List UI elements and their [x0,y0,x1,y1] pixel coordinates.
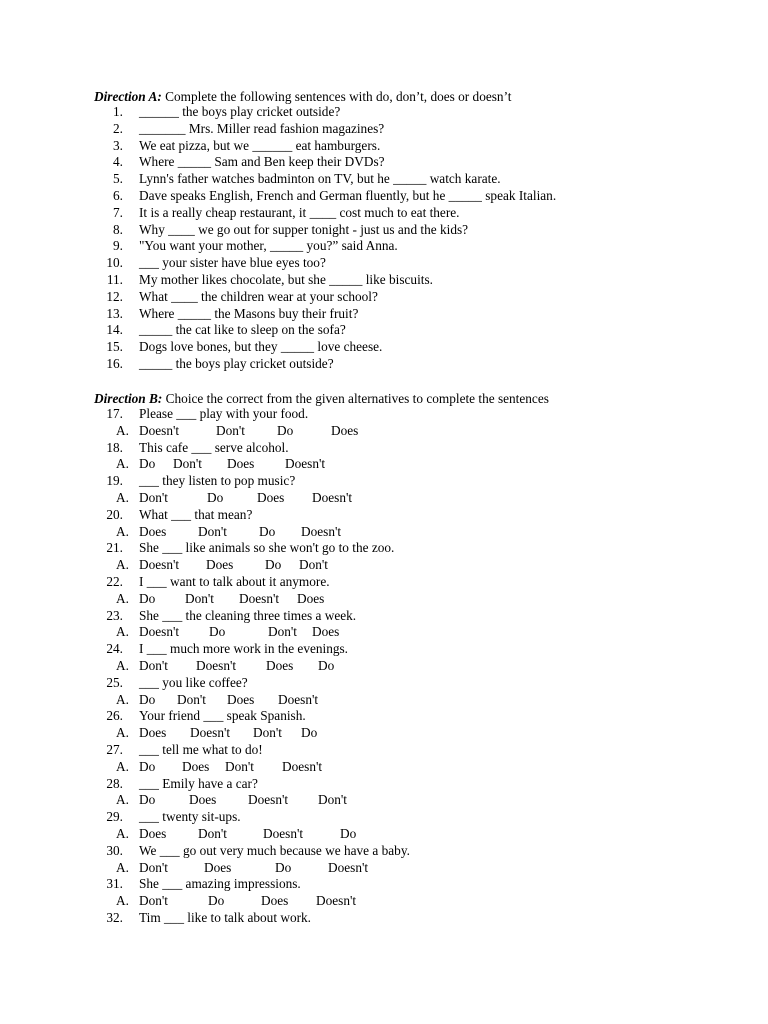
question-number: 30. [106,842,123,858]
question-number: 5. [113,171,123,187]
answer-option[interactable]: Do [277,422,294,438]
question-text: ___ twenty sit-ups. [139,809,241,825]
question-number: 7. [113,204,123,220]
question-text: I ___ much more work in the evenings. [139,641,349,657]
answer-option[interactable]: Doesn't [285,456,326,472]
question-number: 26. [106,708,123,724]
question-number: 2. [113,120,123,136]
answer-option[interactable]: Does [206,557,234,573]
question-text: ______ the boys play cricket outside? [139,104,341,119]
question-number: 24. [106,641,123,657]
answer-option[interactable]: Do [275,859,292,875]
answer-option[interactable]: Do [139,691,156,707]
option-letter: A. [116,893,129,909]
question-text: What ____ the children wear at your school? [139,288,378,304]
answer-option[interactable]: Do [259,523,276,539]
question-number: 27. [106,741,123,757]
answer-option[interactable]: Do [139,456,156,472]
question-text: She ___ the cleaning three times a week. [139,607,357,623]
question-text: "You want your mother, _____ you?” said Anna. [139,238,398,254]
question-number: 3. [113,137,123,153]
question-text: Please ___ play with your food. [139,406,309,421]
answer-option[interactable]: Does [227,691,255,707]
question-text: What ___ that mean? [139,506,253,522]
answer-option[interactable]: Don't [299,557,328,573]
answer-option[interactable]: Does [204,859,232,875]
answer-option[interactable]: Do [318,657,335,673]
question-text: ___ Emily have a car? [139,775,258,791]
question-number: 15. [106,339,123,355]
answer-option[interactable]: Don't [185,590,214,606]
question-number: 6. [113,187,123,203]
direction-b-label: Direction B: [94,391,163,406]
answer-option[interactable]: Don't [225,758,254,774]
answer-option[interactable]: Do [208,893,225,909]
answer-option[interactable]: Does [261,893,289,909]
answer-option[interactable]: Doesn't [263,825,304,841]
answer-option[interactable]: Don't [216,422,245,438]
answer-option[interactable]: Does [182,758,210,774]
option-letter: A. [116,691,129,707]
question-text: She ___ amazing impressions. [139,876,301,892]
option-letter: A. [116,657,129,673]
answer-option[interactable]: Does [139,523,167,539]
question-number: 19. [106,473,123,489]
answer-option[interactable]: Does [297,590,325,606]
question-number: 12. [106,288,123,304]
answer-option[interactable]: Does [331,422,359,438]
question-number: 23. [106,607,123,623]
question-number: 22. [106,573,123,589]
answer-option[interactable]: Don't [173,456,202,472]
question-number: 16. [106,355,123,371]
answer-option[interactable]: Don't [198,523,227,539]
question-text: Lynn's father watches badminton on TV, but he _____ watch karate. [139,171,501,187]
option-letter: A. [116,489,129,505]
answer-option[interactable]: Doesn't [139,422,180,438]
question-number: 21. [106,540,123,556]
answer-option[interactable]: Doesn't [282,758,323,774]
direction-a-instruction: Complete the following sentences with do, don’t, does or doesn’t [161,89,512,104]
answer-option[interactable]: Don't [268,624,297,640]
question-text: Tim ___ like to talk about work. [139,909,311,925]
question-number: 28. [106,775,123,791]
question-text: _______ Mrs. Miller read fashion magazines? [139,120,385,136]
answer-option[interactable]: Does [257,489,285,505]
question-number: 17. [106,406,123,421]
question-text: Where _____ the Masons buy their fruit? [139,305,359,321]
question-number: 25. [106,674,123,690]
answer-option[interactable]: Do [301,725,318,741]
question-number: 14. [106,322,123,338]
question-number: 13. [106,305,123,321]
direction-a-label: Direction A: [94,89,162,104]
answer-option[interactable]: Don't [177,691,206,707]
question-text: Your friend ___ speak Spanish. [139,708,306,724]
question-number: 18. [106,439,123,455]
answer-option[interactable]: Don't [139,489,168,505]
answer-option[interactable]: Don't [198,825,227,841]
question-text: Why ____ we go out for supper tonight - just us and the kids? [139,221,469,237]
question-text: We eat pizza, but we ______ eat hamburgers. [139,137,381,153]
question-text: _____ the boys play cricket outside? [139,355,334,371]
answer-option[interactable]: Doesn't [278,691,319,707]
direction-b-heading [94,390,549,407]
question-text: ___ they listen to pop music? [139,473,296,489]
option-letter: A. [116,825,129,841]
option-letter: A. [116,758,129,774]
question-text: _____ the cat like to sleep on the sofa? [139,322,346,338]
question-number: 1. [113,104,123,119]
question-number: 20. [106,506,123,522]
answer-option[interactable]: Doesn't [316,893,357,909]
question-text: She ___ like animals so she won't go to the zoo. [139,540,395,556]
question-text: ___ your sister have blue eyes too? [139,255,326,271]
answer-option[interactable]: Do [265,557,282,573]
answer-option[interactable]: Doesn't [248,792,289,808]
answer-option[interactable]: Doesn't [139,624,180,640]
question-number: 10. [106,255,123,271]
question-text: Where _____ Sam and Ben keep their DVDs? [139,154,385,170]
question-text: We ___ go out very much because we have a baby. [139,842,410,858]
answer-option[interactable]: Do [139,758,156,774]
question-number: 8. [113,221,123,237]
answer-option[interactable]: Doesn't [239,590,280,606]
question-number: 9. [113,238,123,254]
answer-option[interactable]: Do [139,792,156,808]
option-letter: A. [116,422,129,438]
option-letter: A. [116,590,129,606]
answer-option[interactable]: Doesn't [301,523,342,539]
answer-option[interactable]: Don't [318,792,347,808]
answer-option[interactable]: Doesn't [196,657,237,673]
question-text: Dogs love bones, but they _____ love cheese. [139,339,383,355]
answer-option[interactable]: Don't [139,893,168,909]
question-text: This cafe ___ serve alcohol. [139,439,289,455]
question-text: My mother likes chocolate, but she _____ like biscuits. [139,271,433,287]
question-number: 31. [106,876,123,892]
answer-option[interactable]: Do [139,590,156,606]
answer-option[interactable]: Do [340,825,357,841]
question-text: ___ you like coffee? [139,674,248,690]
option-letter: A. [116,456,129,472]
answer-option[interactable]: Does [227,456,255,472]
question-text: It is a really cheap restaurant, it ____ cost much to eat there. [139,204,460,220]
question-number: 32. [106,909,123,925]
answer-option[interactable]: Don't [139,657,168,673]
option-letter: A. [116,624,129,640]
option-letter: A. [116,792,129,808]
answer-option[interactable]: Doesn't [312,489,353,505]
option-letter: A. [116,725,129,741]
answer-option[interactable]: Doesn't [328,859,369,875]
question-number: 4. [113,154,123,170]
option-letter: A. [116,523,129,539]
answer-option[interactable]: Doesn't [139,557,180,573]
question-number: 11. [106,271,123,287]
answer-option[interactable]: Does [139,825,167,841]
option-letter: A. [116,557,129,573]
question-number: 29. [106,809,123,825]
direction-a-heading [94,88,511,105]
question-text: ___ tell me what to do! [139,741,263,757]
answer-option[interactable]: Doesn't [190,725,231,741]
answer-option[interactable]: Don't [139,859,168,875]
answer-option[interactable]: Does [266,657,294,673]
question-text: Dave speaks English, French and German fluently, but he _____ speak Italian. [139,187,557,203]
option-letter: A. [116,859,129,875]
answer-option[interactable]: Does [139,725,167,741]
answer-option[interactable]: Don't [253,725,282,741]
answer-option[interactable]: Does [312,624,340,640]
answer-option[interactable]: Does [189,792,217,808]
question-text: I ___ want to talk about it anymore. [139,573,330,589]
direction-b-instruction: Choice the correct from the given alternatives to complete the sentences [162,391,549,406]
answer-option[interactable]: Do [209,624,226,640]
answer-option[interactable]: Do [207,489,224,505]
